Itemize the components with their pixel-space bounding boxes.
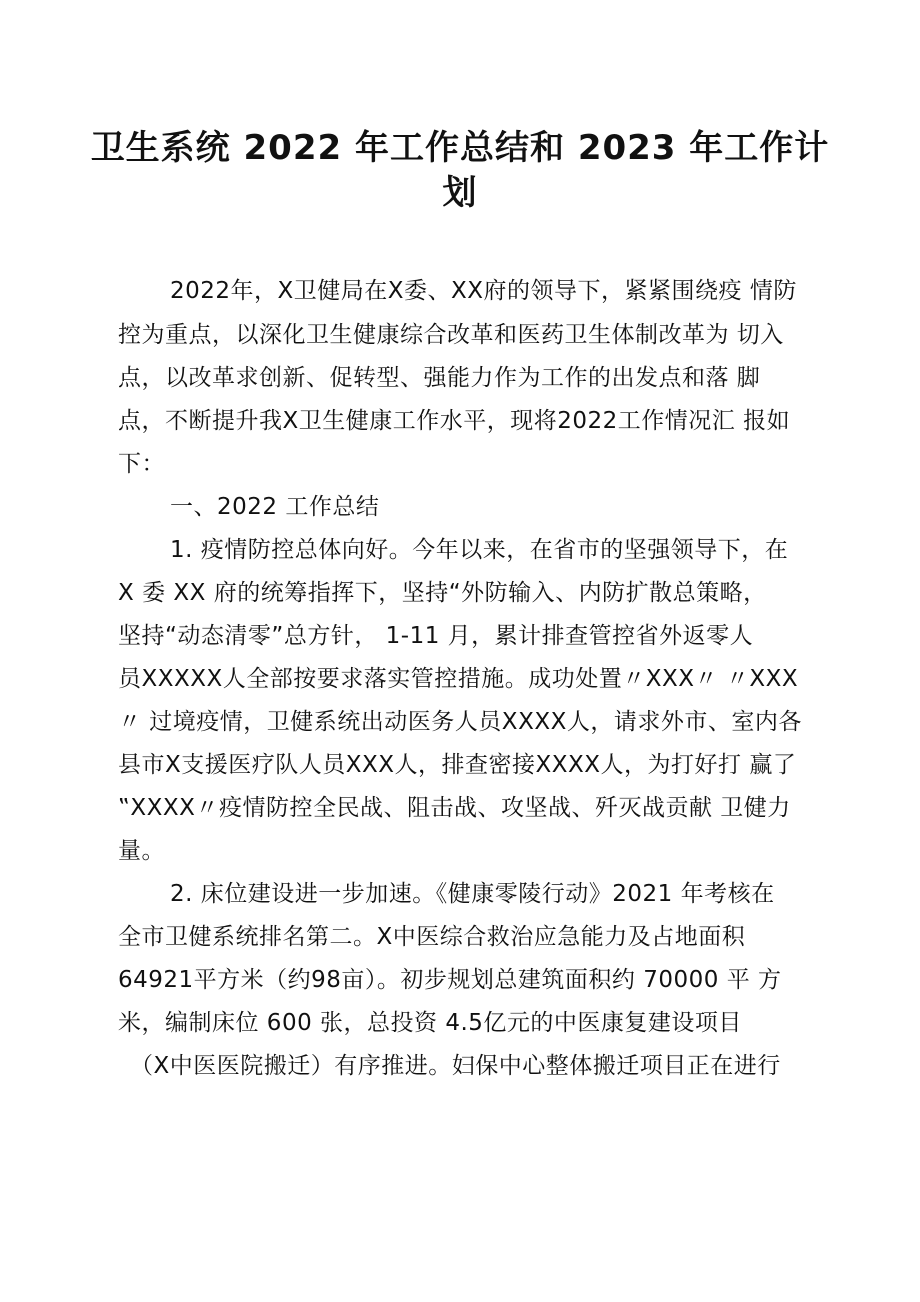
- body-line: 2. 床位建设进一步加速。《健康零陵行动》2021 年考核在: [170, 881, 775, 907]
- document-title-line-2: 划: [442, 173, 478, 213]
- body-line: 1. 疫情防控总体向好。今年以来，在省市的坚强领导下，在: [170, 537, 789, 563]
- body-line: 员XXXXX人全部按要求落实管控措施。成功处置〃XXX〃 〃XXX: [118, 666, 799, 692]
- body-line: 控为重点，以深化卫生健康综合改革和医药卫生体制改革为 切入: [118, 322, 784, 348]
- body-line: （X中医医院搬迁）有序推进。妇保中心整体搬迁项目正在进行: [130, 1053, 781, 1079]
- body-line: 米，编制床位 600 张，总投资 4.5亿元的中医康复建设项目: [118, 1010, 742, 1036]
- body-line: 2022年，X卫健局在X委、XX府的领导下，紧紧围绕疫 情防: [170, 278, 797, 304]
- body-line: 全市卫健系统排名第二。X中医综合救治应急能力及占地面积: [118, 924, 746, 950]
- body-line: 点，以改革求创新、促转型、强能力作为工作的出发点和落 脚: [118, 365, 761, 391]
- document-title-line-1: 卫生系统 2022 年工作总结和 2023 年工作计: [90, 128, 830, 168]
- body-line: 下：: [118, 451, 165, 477]
- body-line: 量。: [118, 838, 165, 864]
- body-line: 县市X支援医疗队人员XXX人，排查密接XXXX人，为打好打 赢了: [118, 752, 797, 778]
- section-heading: 一、2022 工作总结: [170, 494, 380, 520]
- body-line: X 委 XX 府的统筹指挥下，坚持“外防输入、内防扩散总策略，: [118, 580, 767, 606]
- body-line: 点，不断提升我X卫生健康工作水平，现将2022工作情况汇 报如: [118, 408, 791, 434]
- body-line: ‟XXXX〃疫情防控全民战、阻击战、攻坚战、歼灭战贡献 卫健力: [118, 795, 791, 821]
- body-line: 坚持“动态清零”总方针， 1-11 月，累计排查管控省外返零人: [118, 623, 754, 649]
- body-line: 〃 过境疫情，卫健系统出动医务人员XXXX人，请求外市、室内各: [118, 709, 802, 735]
- body-line: 64921平方米（约98亩）。初步规划总建筑面积约 70000 平 方: [118, 967, 782, 993]
